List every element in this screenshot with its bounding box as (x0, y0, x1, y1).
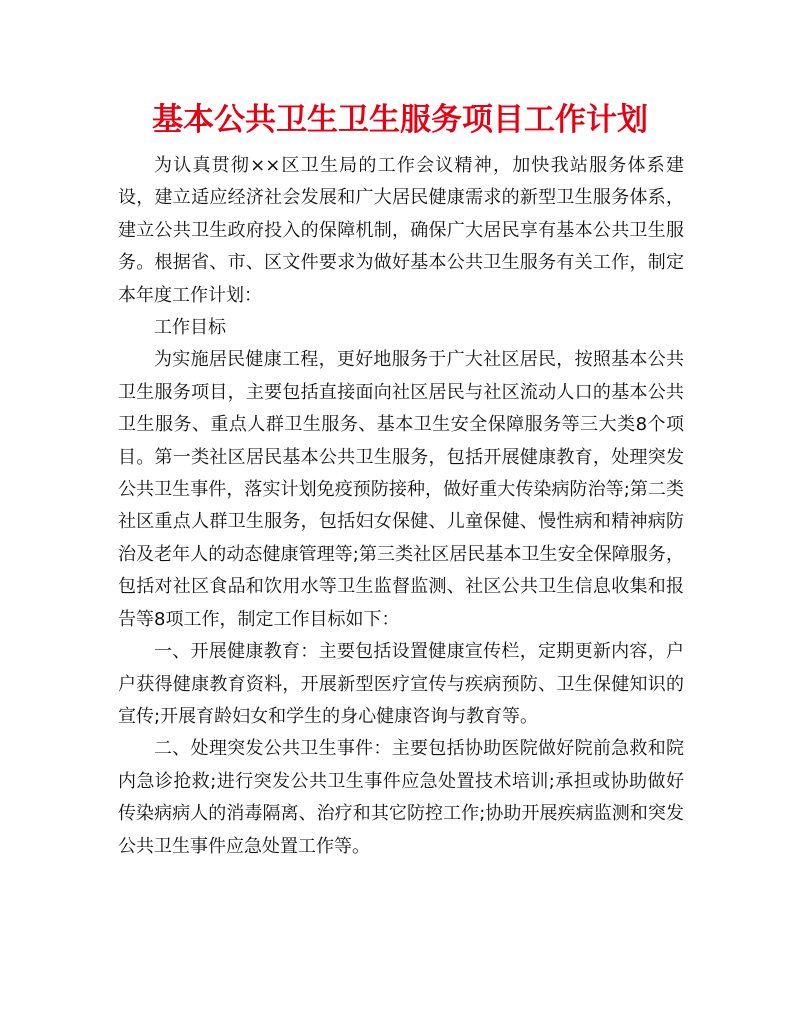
paragraph-intro: 为认真贯彻××区卫生局的工作会议精神，加快我站服务体系建设，建立适应经济社会发展和广大居民健康需求的新型卫生服务体系，建立公共卫生政府投入的保障机制，确保广大居民享有基本公共卫生服务。根据省、市、区文件要求为做好基本公共卫生服务有关工作，制定本年度工作计划： (118, 155, 684, 306)
paragraph-health-education: 一、开展健康教育：主要包括设置健康宣传栏，定期更新内容，户户获得健康教育资料，开展新型医疗宣传与疾病预防、卫生保健知识的宣传;开展育龄妇女和学生的身心健康咨询与教育等。 (118, 641, 684, 727)
document-body (118, 150, 684, 863)
section-heading-work-goals: 工作目标 (154, 317, 226, 339)
paragraph-work-goals: 为实施居民健康工程，更好地服务于广大社区居民，按照基本公共卫生服务项目，主要包括直接面向社区居民与社区流动人口的基本公共卫生服务、重点人群卫生服务、基本卫生安全保障服务等三大类8个项目。第一类社区居民基本公共卫生服务，包括开展健康教育，处理突发公共卫生事件，落实计划免疫预防接种，做好重大传染病防治等;第二类社区重点人群卫生服务，包括妇女保健、儿童保健、慢性病和精神病防治及老年人的动态健康管理等;第三类社区居民基本卫生安全保障服务，包括对社区食品和饮用水等卫生监督监测、社区公共卫生信息收集和报告等8项工作，制定工作目标如下： (118, 349, 684, 630)
document-title: 基本公共卫生卫生服务项目工作计划 (152, 102, 648, 138)
paragraph-public-health-emergency: 二、处理突发公共卫生事件：主要包括协助医院做好院前急救和院内急诊抢救;进行突发公共卫生事件应急处置技术培训;承担或协助做好传染病病人的消毒隔离、治疗和其它防控工作;协助开展疾病监测和突发公共卫生事件应急处置工作等。 (118, 738, 684, 857)
